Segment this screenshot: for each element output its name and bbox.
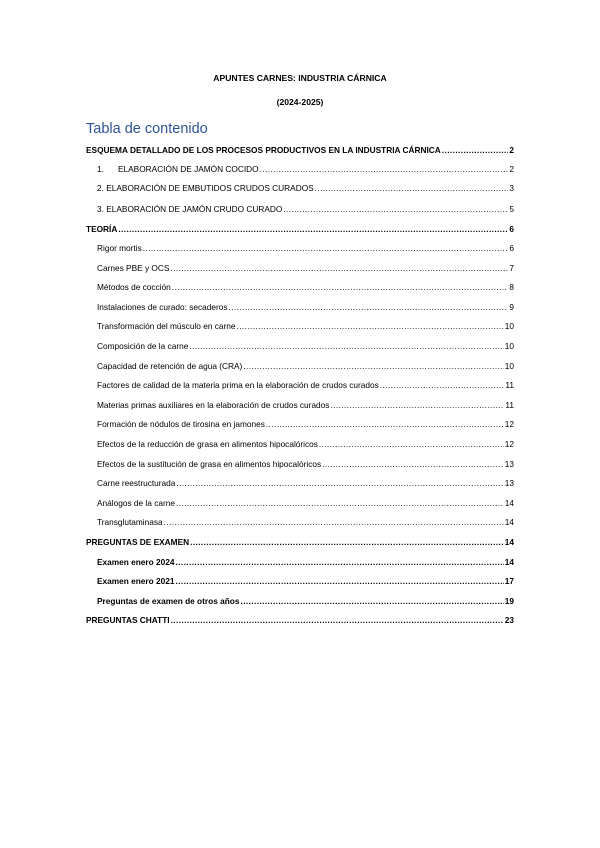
toc-dot-leader [172,281,509,293]
toc-entry-title [97,320,236,332]
toc-dot-leader [176,477,503,489]
toc-entry-title [97,575,174,587]
toc-dot-leader [190,536,504,548]
toc-entry-label: PREGUNTAS CHATTI [86,615,170,625]
toc-entry-title [97,379,379,391]
toc-entry-label: 3. ELABORACIÓN DE JAMÓN CRUDO CURADO [97,204,283,214]
toc-dot-leader [237,320,504,332]
toc-dot-leader [175,556,503,568]
toc-entry-title [97,516,163,528]
toc-entry[interactable] [97,516,514,528]
toc-entry-page: 19 [504,596,514,606]
toc-entry[interactable] [97,438,514,450]
toc-dot-leader [143,242,509,254]
toc-entry-title [97,477,175,489]
toc-entry[interactable] [97,360,514,372]
toc-dot-leader [240,595,503,607]
toc-entry-page: 23 [504,615,514,625]
toc-entry-label: ESQUEMA DETALLADO DE LOS PROCESOS PRODUCTIVOS EN LA INDUSTRIA CÁRNICA [86,145,441,155]
toc-dot-leader [170,262,508,274]
toc-entry-label: Métodos de cocción [97,282,171,292]
toc-entry-title [97,340,188,352]
document-title: APUNTES CARNES: INDUSTRIA CÁRNICA [213,73,387,83]
toc-entry-page: 6 [509,224,514,234]
toc-dot-leader [266,418,504,430]
toc-entry-label: Rigor mortis [97,243,142,253]
toc-entry-label: Instalaciones de curado: secaderos [97,302,228,312]
toc-dot-leader [171,614,504,626]
toc-entry-label: 2. ELABORACIÓN DE EMBUTIDOS CRUDOS CURADOS [97,183,314,193]
toc-entry[interactable] [86,144,514,156]
toc-entry-title [86,144,441,156]
document-subtitle: (2024-2025) [276,97,324,107]
toc-entry-label: Factores de calidad de la materia prima en la elaboración de crudos curados [97,380,379,390]
toc-entry[interactable] [86,536,514,548]
toc-entry[interactable] [86,223,514,235]
toc-entry-label: TEORÍA [86,224,118,234]
toc-entry-page: 5 [509,204,514,214]
toc-dot-leader [229,301,509,313]
toc-heading: Tabla de contenido [86,121,208,137]
toc-entry[interactable] [97,595,514,607]
toc-entry-title [97,497,175,509]
toc-entry-title [86,614,170,626]
toc-entry[interactable] [97,203,514,215]
toc-entry-label: PREGUNTAS DE EXAMEN [86,537,190,547]
toc-entry[interactable] [97,340,514,352]
toc-entry[interactable] [97,556,514,568]
toc-dot-leader [118,223,508,235]
toc-entry-page: 2 [509,164,514,174]
toc-entry-label: Transglutaminasa [97,517,163,527]
toc-entry-title [97,163,259,175]
toc-entry-page: 11 [505,380,514,390]
toc-entry-title [97,360,242,372]
toc-entry-title [97,556,174,568]
toc-entry-page: 11 [505,400,514,410]
toc-dot-leader [175,575,503,587]
toc-entry-label: Efectos de la sustitución de grasa en alimentos hipocalóricos [97,459,322,469]
toc-dot-leader [176,497,504,509]
toc-entry[interactable] [97,458,514,470]
toc-entry[interactable] [97,477,514,489]
toc-entry-page: 10 [504,361,514,371]
toc-entry-label: Carne reestructurada [97,478,176,488]
toc-entry-page: 2 [509,145,514,155]
toc-entry-page: 14 [504,498,514,508]
toc-entry-title [97,182,314,194]
toc-dot-leader [330,399,504,411]
toc-dot-leader [164,516,504,528]
toc-entry-title [97,438,318,450]
toc-entry[interactable] [97,262,514,274]
toc-entry-label: Efectos de la reducción de grasa en alimentos hipocalóricos [97,439,318,449]
toc-entry-title [97,301,228,313]
toc-entry[interactable] [97,281,514,293]
toc-entry[interactable] [97,379,514,391]
toc-entry[interactable] [97,418,514,430]
toc-entry-page: 3 [509,183,514,193]
toc-entry-label: Examen enero 2024 [97,557,175,567]
toc-dot-leader [315,182,509,194]
toc-entry-label: Carnes PBE y OCS [97,263,170,273]
toc-entry-label: ELABORACIÓN DE JAMÓN COCIDO [118,164,259,174]
toc-entry-title [97,399,329,411]
toc-entry[interactable] [97,399,514,411]
toc-entry-title [97,281,171,293]
toc-entry-label: Examen enero 2021 [97,576,175,586]
toc-dot-leader [442,144,509,156]
toc-entry-label: Materias primas auxiliares en la elaboración de crudos curados [97,400,330,410]
toc-entry-title [97,242,142,254]
toc-entry-label: Análogos de la carne [97,498,175,508]
toc-dot-leader [319,438,504,450]
toc-entry-label: Capacidad de retención de agua (CRA) [97,361,243,371]
toc-entry-page: 14 [504,517,514,527]
toc-entry-page: 13 [504,478,514,488]
toc-entry-label: Transformación del músculo en carne [97,321,236,331]
toc-entry-page: 8 [509,282,514,292]
toc-entry[interactable] [97,182,514,194]
toc-entry-label: Preguntas de examen de otros años [97,596,240,606]
toc-entry-title [86,536,189,548]
toc-entry-page: 13 [504,459,514,469]
toc-entry-page: 12 [504,419,514,429]
toc-dot-leader [243,360,503,372]
toc-entry-page: 7 [509,263,514,273]
toc-entry[interactable] [97,497,514,509]
toc-entry-title [97,203,282,215]
toc-entry[interactable] [97,320,514,332]
toc-entry[interactable] [86,614,514,626]
toc-dot-leader [189,340,503,352]
toc-dot-leader [380,379,505,391]
toc-dot-leader [260,163,509,175]
toc-entry-page: 10 [504,321,514,331]
toc-entry-title [97,458,321,470]
toc-entry-label: Composición de la carne [97,341,189,351]
toc-entry-page: 6 [509,243,514,253]
toc-entry-page: 14 [504,537,514,547]
toc-entry[interactable] [97,575,514,587]
toc-entry-title [97,418,265,430]
toc-entry-page: 14 [504,557,514,567]
toc-entry-label: Formación de nódulos de tirosina en jamones [97,419,265,429]
toc-dot-leader [322,458,504,470]
toc-entry-page: 12 [504,439,514,449]
toc-entry-title [97,595,239,607]
toc-entry-number: 1. [97,164,104,174]
toc-entry[interactable] [97,163,514,175]
toc-dot-leader [283,203,508,215]
toc-entry-title [86,223,117,235]
toc-entry[interactable] [97,301,514,313]
toc-entry[interactable] [97,242,514,254]
toc-entry-page: 10 [504,341,514,351]
toc-entry-page: 17 [504,576,514,586]
toc-entry-title [97,262,169,274]
toc-entry-page: 9 [509,302,514,312]
